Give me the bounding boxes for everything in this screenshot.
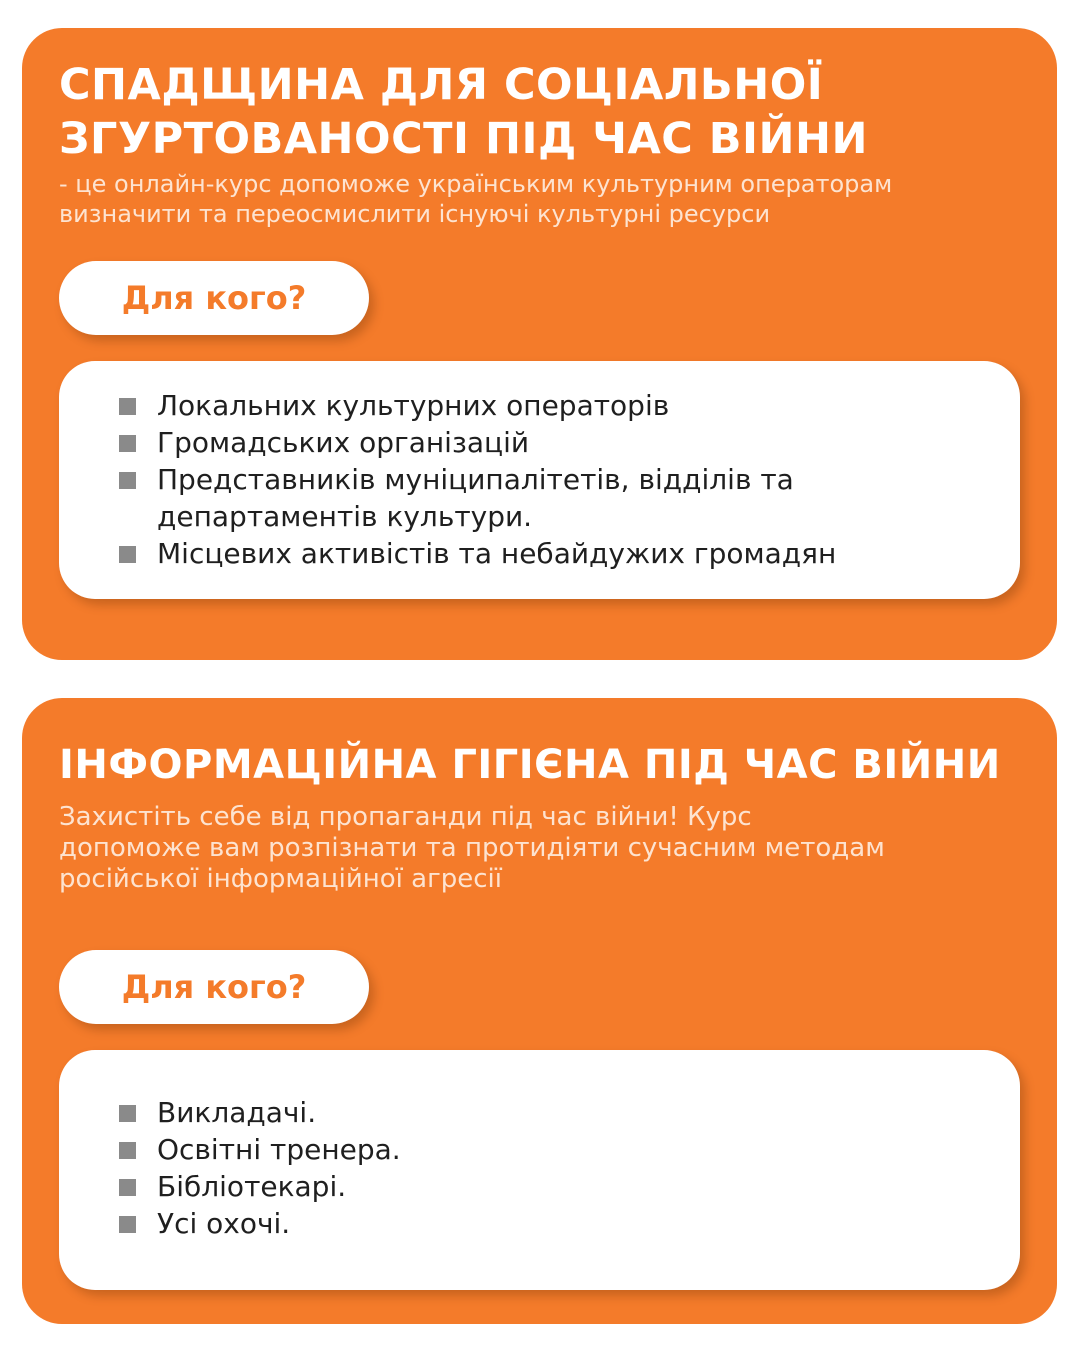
list-item-text: Бібліотекарі. — [157, 1170, 347, 1203]
card-title — [59, 738, 1001, 792]
list-item-text: Локальних культурних операторів — [157, 389, 670, 422]
audience-list — [119, 1094, 1000, 1242]
card-subtitle-line: визначити та переосмислити існуючі культурні ресурси — [59, 200, 771, 228]
audience-pill-label: Для кого? — [121, 968, 307, 1006]
course-card-information-hygiene — [22, 698, 1057, 1324]
list-item-text: департаментів культури. — [157, 500, 533, 533]
card-title-line: СПАДЩИНА ДЛЯ СОЦІАЛЬНОЇ — [59, 60, 824, 110]
card-title — [59, 58, 868, 166]
list-item-text: Викладачі. — [157, 1096, 317, 1129]
course-card-social-cohesion — [22, 28, 1057, 660]
list-item-text: Представників муніципалітетів, відділів та — [157, 463, 794, 496]
audience-list-box — [59, 361, 1020, 599]
bullet-icon — [119, 546, 136, 563]
audience-list — [119, 387, 1000, 572]
card-subtitle-line: - це онлайн-курс допоможе українським культурним операторам — [59, 170, 893, 198]
card-title-line: ЗГУРТОВАНОСТІ ПІД ЧАС ВІЙНИ — [59, 114, 868, 164]
bullet-icon — [119, 1216, 136, 1233]
bullet-icon — [119, 1105, 136, 1122]
list-item-text: Освітні тренера. — [157, 1133, 401, 1166]
card-subtitle — [59, 169, 892, 229]
bullet-icon — [119, 398, 136, 415]
bullet-icon — [119, 1142, 136, 1159]
audience-pill — [59, 261, 369, 335]
list-item-text: Місцевих активістів та небайдужих громадян — [157, 537, 837, 570]
card-subtitle — [59, 802, 885, 895]
list-item-text: Усі охочі. — [157, 1207, 291, 1240]
bullet-icon — [119, 435, 136, 452]
card-subtitle-line: Захистіть себе від пропаганди під час війни! Курс — [59, 802, 752, 832]
list-item-text: Громадських організацій — [157, 426, 530, 459]
list-item — [119, 424, 1000, 461]
bullet-icon — [119, 472, 136, 489]
audience-pill-label: Для кого? — [121, 279, 307, 317]
audience-list-box — [59, 1050, 1020, 1290]
card-title-line: ІНФОРМАЦІЙНА ГІГІЄНА ПІД ЧАС ВІЙНИ — [59, 742, 1001, 788]
card-subtitle-line: російської інформаційної агресії — [59, 864, 503, 894]
audience-pill — [59, 950, 369, 1024]
list-item — [119, 461, 1000, 535]
list-item — [119, 535, 1000, 572]
card-subtitle-line: допоможе вам розпізнати та протидіяти сучасним методам — [59, 833, 885, 863]
list-item — [119, 387, 1000, 424]
list-item — [119, 1205, 1000, 1242]
list-item — [119, 1094, 1000, 1131]
bullet-icon — [119, 1179, 136, 1196]
list-item — [119, 1168, 1000, 1205]
list-item — [119, 1131, 1000, 1168]
